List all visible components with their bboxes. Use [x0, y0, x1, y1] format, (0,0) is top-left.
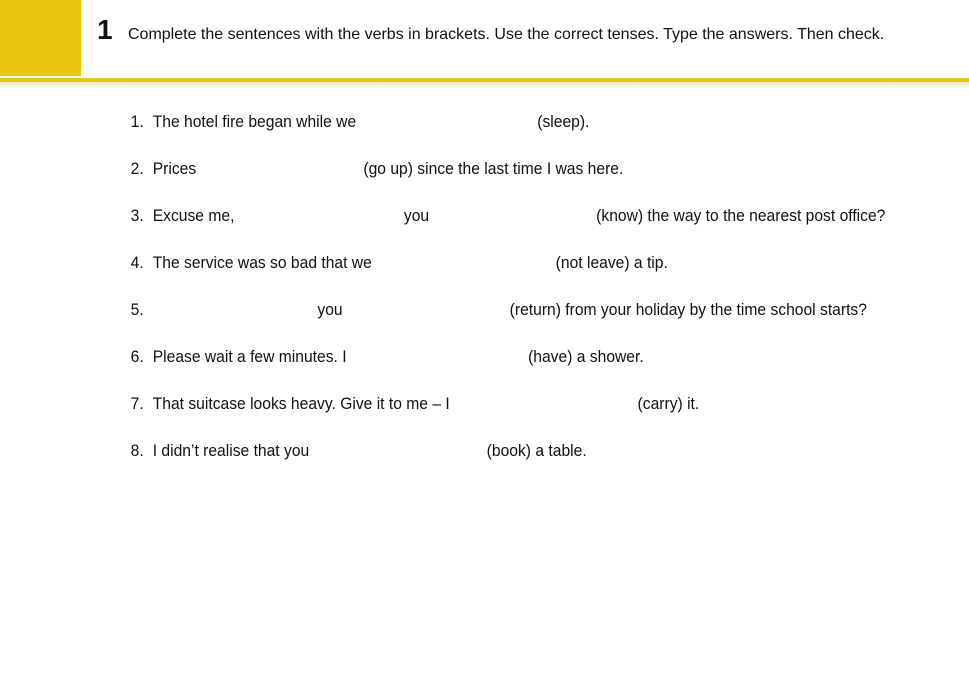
sentence-text: (return) from your holiday by the time school starts? — [509, 300, 867, 319]
sentence-number: 7. — [130, 394, 144, 413]
sentence-text: Prices — [152, 159, 197, 178]
answer-input-6[interactable] — [372, 347, 525, 367]
exercise-instruction: Complete the sentences with the verbs in brackets. Use the correct tenses. Type the answers. Then check. — [128, 26, 885, 43]
sentence-number: 5. — [130, 300, 144, 319]
sentence-text: (go up) since the last time I was here. — [363, 159, 624, 178]
answer-input-1[interactable] — [382, 112, 534, 132]
header-shadow — [0, 82, 969, 88]
sentence-text: (carry) it. — [637, 394, 700, 413]
sentence-number: 2. — [130, 159, 144, 178]
sentence-text: (know) the way to the nearest post office? — [596, 206, 886, 225]
sentence-text: Excuse me, — [152, 206, 235, 225]
exercise-number: 1 — [97, 14, 113, 45]
sentence-text: Please wait a few minutes. I — [152, 347, 347, 366]
sentence-text: That suitcase looks heavy. Give it to me – I — [152, 394, 450, 413]
sentence-text: (book) a table. — [486, 441, 587, 460]
sentence-number: 8. — [130, 441, 144, 460]
sentence-number: 4. — [130, 253, 144, 272]
header-accent-block — [0, 0, 81, 76]
sentence-8 — [0, 439, 891, 463]
answer-input-5b[interactable] — [350, 300, 506, 320]
sentence-text: you — [317, 300, 343, 319]
answer-input-4[interactable] — [398, 253, 551, 273]
answer-input-8[interactable] — [330, 441, 482, 461]
sentence-text: (have) a shower. — [528, 347, 644, 366]
sentence-text: (not leave) a tip. — [555, 253, 668, 272]
sentence-text: The hotel fire began while we — [152, 112, 357, 131]
sentence-text: you — [403, 206, 430, 225]
answer-input-2[interactable] — [210, 159, 359, 179]
sentence-5 — [0, 298, 891, 322]
sentence-number: 1. — [130, 112, 144, 131]
sentence-text: I didn’t realise that you — [152, 441, 310, 460]
sentence-text: (sleep). — [537, 112, 590, 131]
answer-input-7[interactable] — [480, 394, 633, 414]
answer-input-3b[interactable] — [436, 206, 592, 226]
sentence-number: 6. — [130, 347, 144, 366]
sentence-4 — [0, 251, 891, 275]
sentence-1 — [0, 110, 891, 134]
sentence-3 — [0, 204, 891, 228]
sentence-2 — [0, 157, 891, 181]
answer-input-5a[interactable] — [153, 300, 312, 320]
sentence-7 — [0, 392, 891, 416]
sentence-text: The service was so bad that we — [152, 253, 372, 272]
sentence-number: 3. — [130, 206, 144, 225]
answer-input-3a[interactable] — [246, 206, 401, 226]
sentence-6 — [0, 345, 891, 369]
